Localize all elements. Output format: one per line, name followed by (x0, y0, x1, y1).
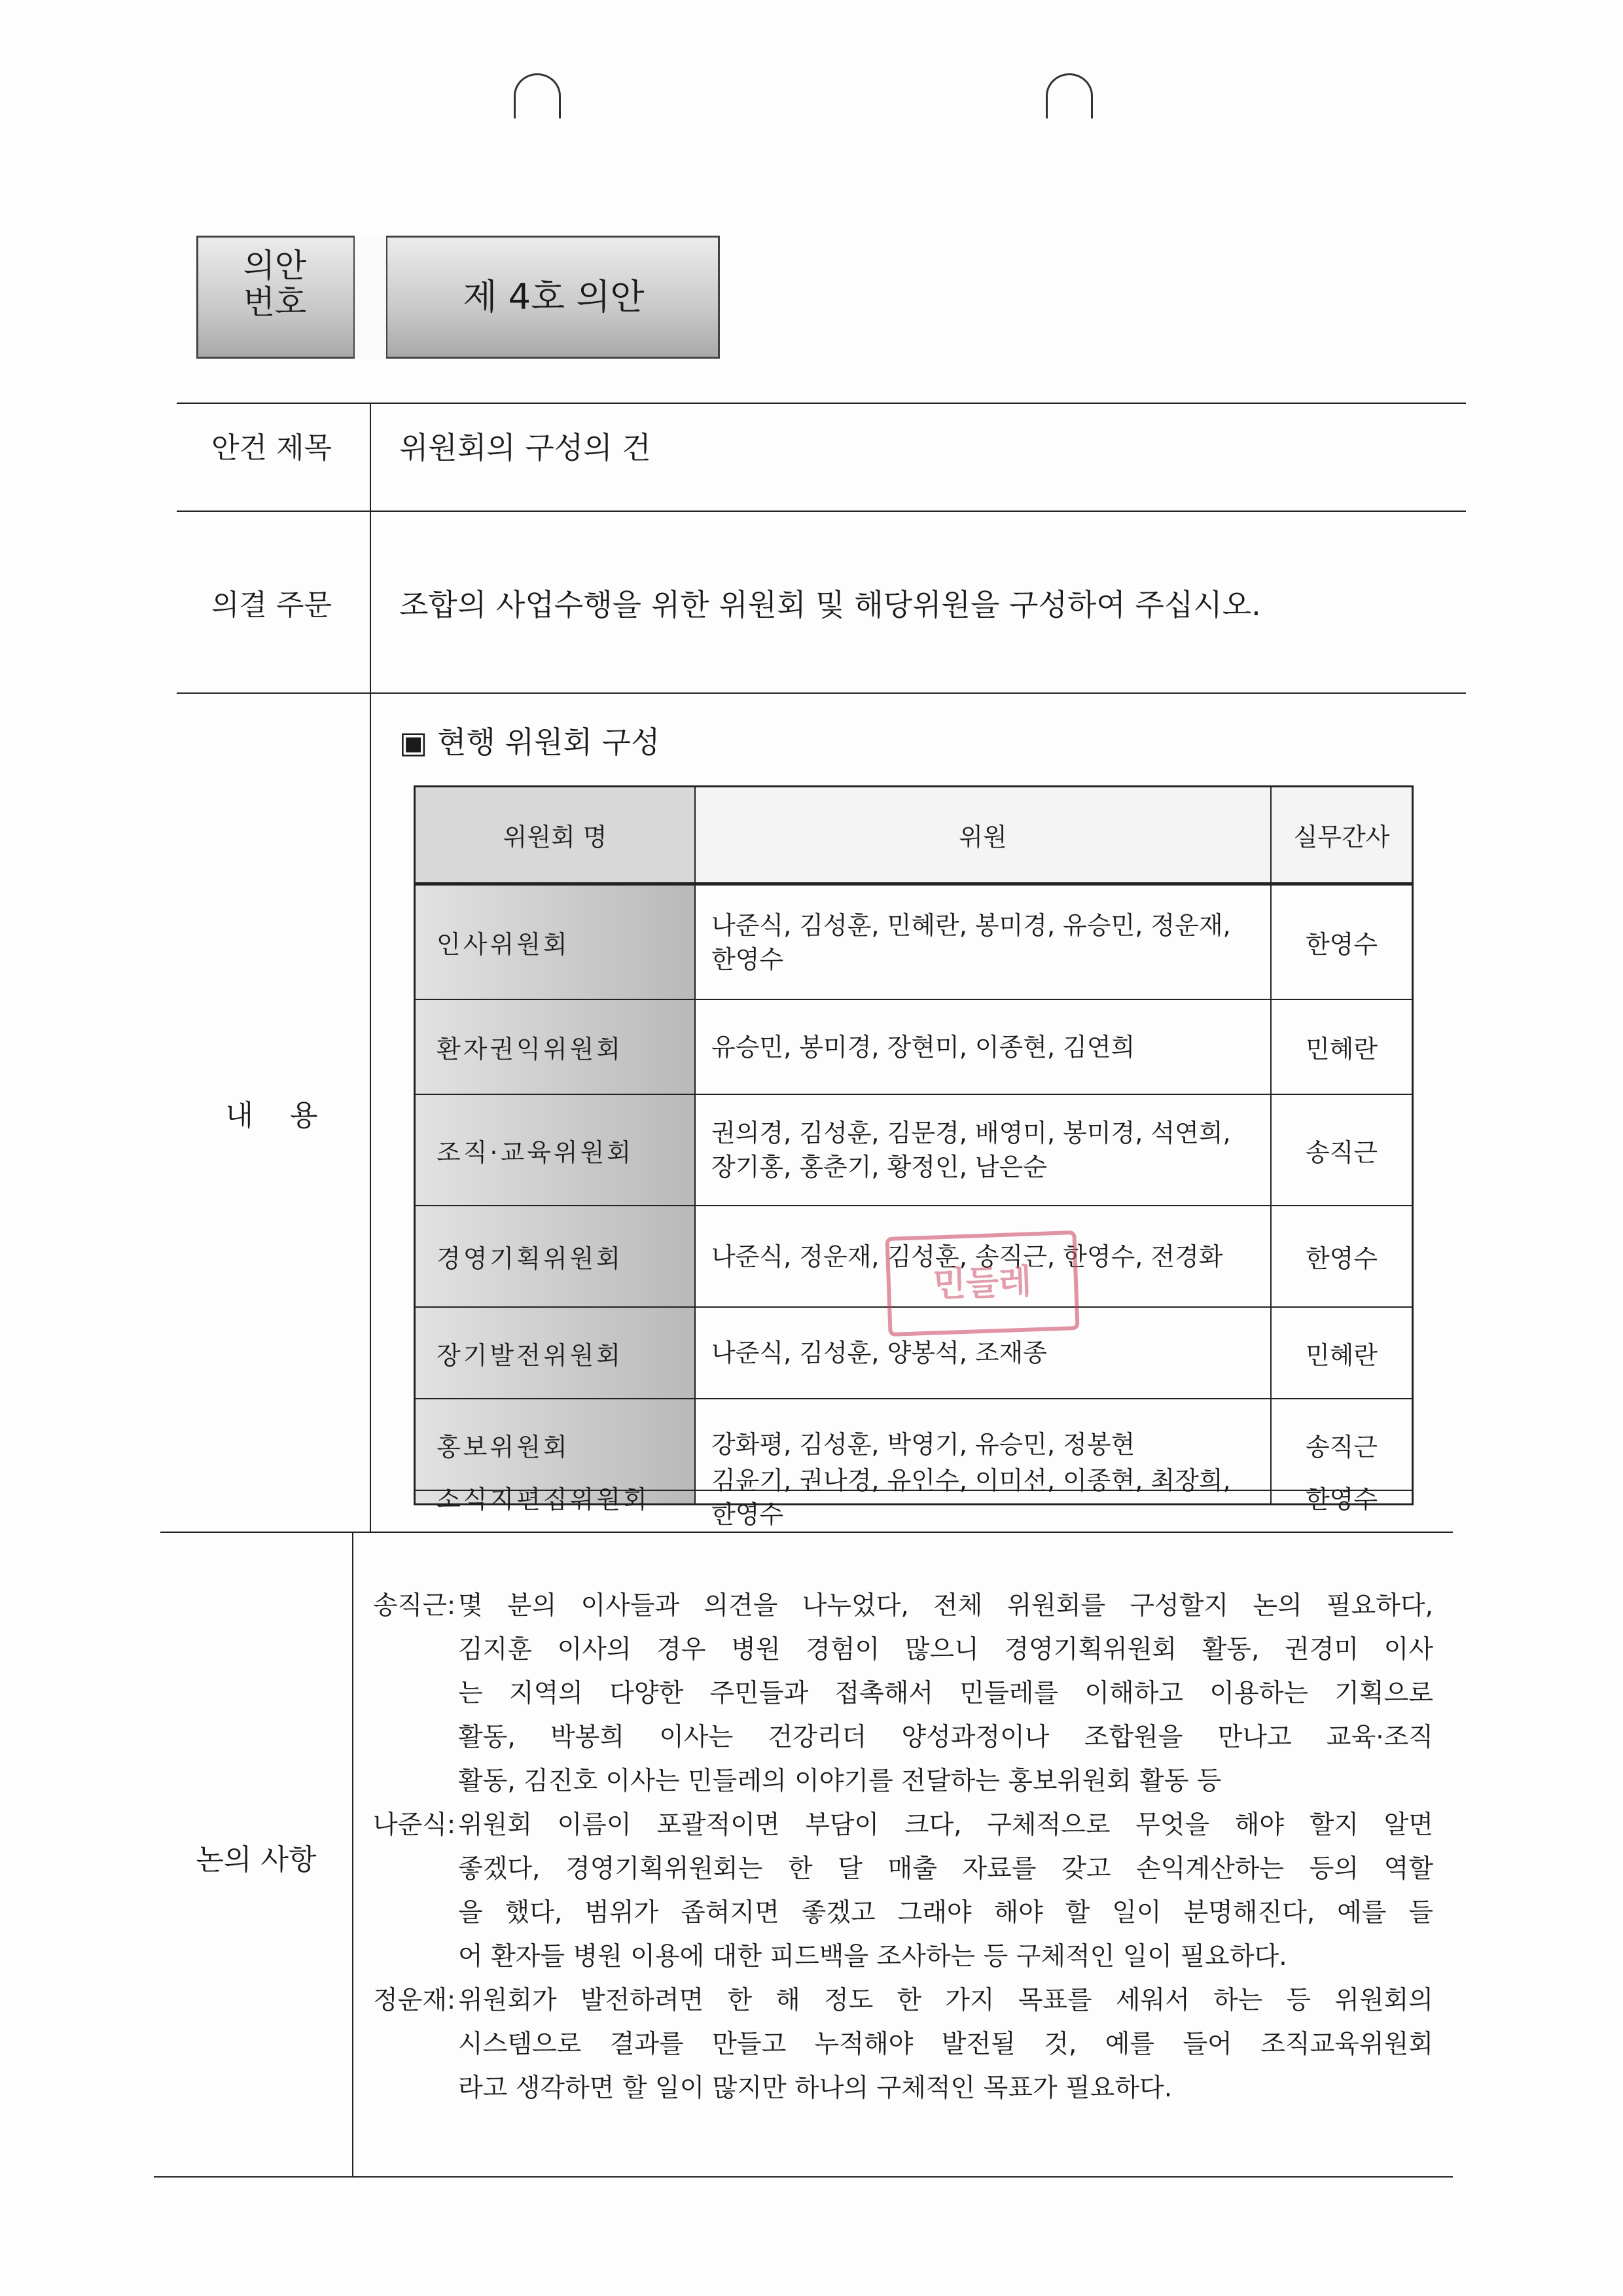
agenda-number-label: 의안 번호 (243, 247, 307, 321)
committee-staff-cell: 한영수 (1272, 886, 1412, 1000)
committee-members-cell: 나준식, 김성훈, 민혜란, 봉미경, 유승민, 정운재, 한영수 (696, 886, 1272, 1000)
discussion-line-text: 김지훈 이사의 경우 병원 경험이 많으니 경영기획위원회 활동, 권경미 이사 (458, 1635, 1433, 1664)
discussion-text (373, 1584, 1433, 2110)
discussion-line-text: 라고 생각하면 할 일이 많지만 하나의 구체적인 목표가 필요하다. (458, 2073, 1173, 2103)
discussion-label: 논의 사항 (196, 1843, 317, 1876)
committee-staff-cell: 민혜란 (1272, 1308, 1412, 1399)
discussion-line-text: 위원회 이름이 포괄적이면 부담이 크다, 구체적으로 무엇을 해야 할지 알면 (458, 1810, 1433, 1840)
subject-value: 위원회의 구성의 건 (399, 430, 651, 465)
form-line-bottom (154, 2176, 1453, 2178)
committee-name: 소식지편집위원회 (437, 1485, 650, 1514)
committee-name-cell (416, 1485, 696, 1514)
committee-members-cell: 강화평, 김성훈, 박영기, 유승민, 정봉현 (696, 1399, 1272, 1491)
committee-members-cell: 유승민, 봉미경, 장현미, 이종현, 김연희 (696, 1000, 1272, 1095)
discussion-line-text: 활동, 김진호 이사는 민들레의 이야기를 전달하는 홍보위원회 활동 등 (458, 1767, 1222, 1796)
subject-label: 안건 제목 (211, 431, 332, 465)
committee-members-cell: 권의경, 김성훈, 김문경, 배영미, 봉미경, 석연희, 장기홍, 홍춘기, 황정인, 남은순 (696, 1095, 1272, 1206)
committee-name-cell (416, 886, 696, 1000)
discussion-line (373, 1847, 1433, 1891)
discussion-indent (373, 1628, 458, 1672)
resolution-label: 의결 주문 (211, 588, 332, 622)
committee-name: 장기발전위원회 (437, 1340, 623, 1370)
committee-staff-cell: 송직근 (1272, 1095, 1412, 1206)
discussion-indent (373, 1715, 458, 1759)
committee-staff-cell: 송직근 (1272, 1399, 1412, 1491)
committee-staff-cell: 한영수 (1272, 1206, 1412, 1308)
discussion-indent (373, 1759, 458, 1803)
form-column-divider-lower (352, 1532, 353, 2176)
table-header-members: 위원 (696, 787, 1272, 886)
punch-hole-left (514, 73, 561, 118)
committee-name: 환자권익위원회 (437, 1035, 623, 1064)
discussion-indent (373, 1935, 458, 1979)
discussion-line (373, 1584, 1433, 1628)
committee-table (414, 785, 1414, 1529)
discussion-indent (373, 1672, 458, 1715)
content-section-title: ▣ 현행 위원회 구성 (399, 725, 660, 760)
committee-name: 홍보위원회 (437, 1432, 570, 1462)
discussion-speaker: 정운재: (373, 1986, 456, 2015)
discussion-line (373, 1759, 1433, 1803)
discussion-indent (373, 1847, 458, 1891)
punch-hole-right (1046, 73, 1093, 118)
committee-members-cell: 김윤기, 권나경, 유인수, 이미선, 이종현, 최장희, 한영수 (696, 1491, 1272, 1503)
discussion-line-text: 는 지역의 다양한 주민들과 접촉해서 민들레를 이해하고 이용하는 기획으로 (458, 1679, 1433, 1708)
discussion-line (373, 1979, 1433, 2022)
committee-name-cell (416, 1095, 696, 1206)
committee-name-cell (416, 1000, 696, 1095)
committee-name: 조직·교육위원회 (437, 1138, 634, 1167)
discussion-line (373, 1672, 1433, 1715)
discussion-speaker: 나준식: (373, 1810, 456, 1840)
discussion-line (373, 1935, 1433, 1979)
committee-staff-cell: 한영수 (1305, 1485, 1378, 1514)
content-label: 내 용 (225, 1099, 318, 1132)
discussion-indent (373, 2066, 458, 2110)
discussion-line (373, 2022, 1433, 2066)
discussion-line (373, 1628, 1433, 1672)
discussion-line-text: 활동, 박봉희 이사는 건강리더 양성과정이나 조합원을 만나고 교육·조직 (458, 1723, 1433, 1752)
committee-name-cell (416, 1206, 696, 1308)
discussion-speaker: 송직근: (373, 1591, 456, 1621)
committee-staff-cell: 민혜란 (1272, 1000, 1412, 1095)
organization-seal: 민들레 (885, 1230, 1079, 1336)
discussion-line-text: 위원회가 발전하려면 한 해 정도 한 가지 목표를 세워서 하는 등 위원회의 (458, 1986, 1433, 2015)
committee-name: 경영기획위원회 (437, 1244, 623, 1273)
resolution-value: 조합의 사업수행을 위한 위원회 및 해당위원을 구성하여 주십시오. (399, 587, 1261, 622)
discussion-line-text: 어 환자들 병원 이용에 대한 피드백을 조사하는 등 구체적인 일이 필요하다. (458, 1942, 1287, 1971)
table-header-name: 위원회 명 (416, 787, 696, 886)
discussion-line (373, 1891, 1433, 1935)
form-column-divider (370, 403, 371, 1532)
agenda-divider (353, 236, 387, 359)
committee-name-cell (416, 1399, 696, 1491)
committee-members-cell: 나준식, 정운재, 김성훈, 송직근, 한영수, 전경화 (696, 1206, 1272, 1308)
discussion-line-text: 몇 분의 이사들과 의견을 나누었다, 전체 위원회를 구성할지 논의 필요하다, (458, 1591, 1433, 1621)
committee-name-cell (416, 1308, 696, 1399)
discussion-line (373, 1803, 1433, 1847)
committee-members-cell: 나준식, 김성훈, 양봉석, 조재종 (696, 1308, 1272, 1399)
committee-name: 인사위원회 (437, 930, 570, 959)
discussion-line-text: 을 했다, 범위가 좁혀지면 좋겠고 그래야 해야 할 일이 분명해진다, 예를 들 (458, 1898, 1433, 1928)
form-line-3 (160, 1532, 1453, 1533)
table-header-staff: 실무간사 (1272, 787, 1412, 886)
discussion-indent (373, 1891, 458, 1935)
discussion-line-text: 시스템으로 결과를 만들고 누적해야 발전될 것, 예를 들어 조직교육위원회 (458, 2030, 1433, 2059)
discussion-line-text: 좋겠다, 경영기획위원회는 한 달 매출 자료를 갖고 손익계산하는 등의 역할 (458, 1854, 1433, 1884)
discussion-indent (373, 2022, 458, 2066)
agenda-title: 제 4호 의안 (463, 276, 645, 317)
discussion-line (373, 1715, 1433, 1759)
discussion-line (373, 2066, 1433, 2110)
